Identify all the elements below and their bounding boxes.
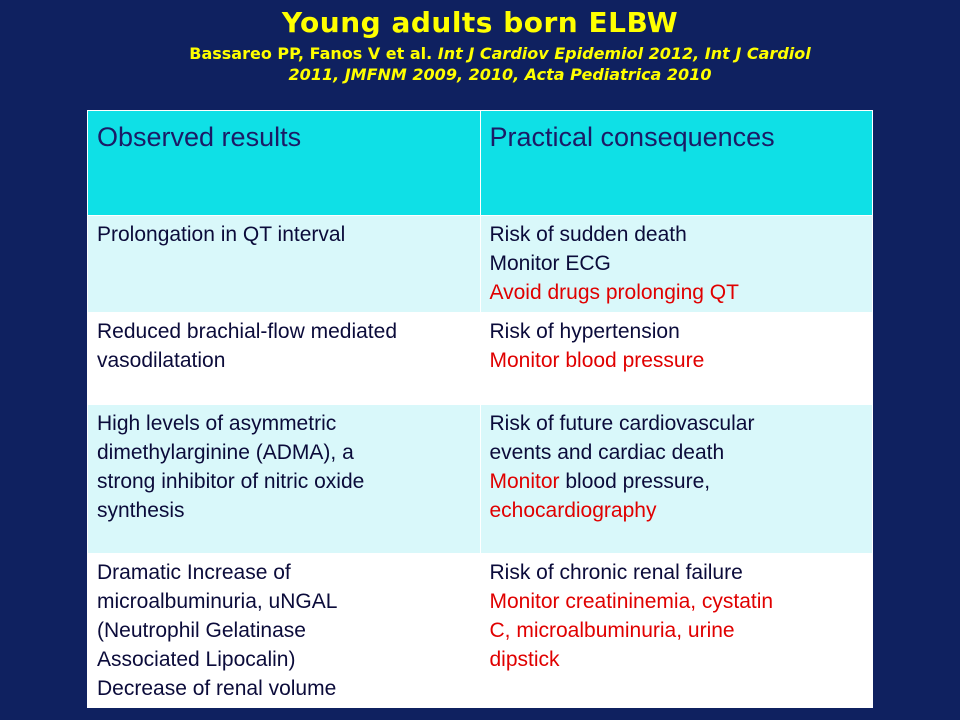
observed-result-line: (Neutrophil Gelatinase	[97, 619, 306, 642]
consequence-line	[490, 616, 865, 645]
consequence-line	[490, 317, 865, 346]
consequence-text: C, microalbuminuria, urine	[489, 619, 735, 642]
consequence-line	[490, 346, 865, 375]
citation-journals-2: 2011, JMFNM 2009, 2010, Acta Pediatrica 2010	[288, 65, 712, 84]
consequence-line	[490, 220, 865, 249]
observed-result-cell	[88, 405, 481, 554]
consequence-cell	[480, 554, 873, 708]
table-row	[88, 216, 873, 313]
consequence-text: Avoid drugs prolonging QT	[489, 281, 739, 304]
observed-result-line: microalbuminuria, uNGAL	[97, 590, 338, 613]
consequence-text: dipstick	[489, 648, 560, 671]
observed-result-line: Dramatic Increase of	[97, 561, 291, 584]
consequence-line	[490, 587, 865, 616]
table-row	[88, 405, 873, 554]
consequence-line	[490, 438, 865, 467]
consequence-cell	[480, 405, 873, 554]
consequence-text: events and cardiac death	[489, 441, 725, 464]
observed-result-line: Associated Lipocalin)	[97, 648, 296, 671]
consequence-line	[490, 558, 865, 587]
table-row	[88, 554, 873, 708]
consequence-text: Monitor ECG	[489, 252, 611, 275]
observed-result-line: High levels of asymmetric	[97, 412, 337, 435]
consequence-text: Risk of future cardiovascular	[489, 412, 755, 435]
observed-result-cell	[88, 313, 481, 405]
consequence-line	[490, 496, 865, 525]
citation-authors: Bassareo PP, Fanos V et al.	[189, 44, 433, 63]
consequence-line	[490, 409, 865, 438]
observed-result-line: strong inhibitor of nitric oxide	[97, 470, 365, 493]
consequence-text: Risk of chronic renal failure	[489, 561, 743, 584]
observed-result-line: Prolongation in QT interval	[97, 223, 346, 246]
observed-result-line: vasodilatation	[97, 349, 226, 372]
consequence-text: Risk of sudden death	[489, 223, 687, 246]
slide-title: Young adults born ELBW	[281, 6, 679, 39]
consequence-line	[490, 467, 865, 496]
consequence-text: echocardiography	[489, 499, 657, 522]
consequence-text: Monitor blood pressure	[489, 349, 705, 372]
citation-journals-1: Int J Cardiov Epidemiol 2012, Int J Cardiol	[437, 44, 811, 63]
header-practical-consequences: Practical consequences	[480, 111, 873, 216]
observed-result-line: Decrease of renal volume	[97, 677, 337, 700]
consequence-text: Monitor creatininemia, cystatin	[489, 590, 774, 613]
consequence-text: Monitor	[489, 470, 560, 493]
observed-result-line: dimethylarginine (ADMA), a	[97, 441, 354, 464]
consequence-text: Risk of hypertension	[489, 320, 680, 343]
consequence-line	[490, 249, 865, 278]
header-observed-results: Observed results	[88, 111, 481, 216]
observed-result-cell	[88, 554, 481, 708]
results-table	[87, 110, 873, 708]
consequence-line	[490, 645, 865, 674]
citation	[120, 43, 880, 85]
observed-result-line: Reduced brachial-flow mediated	[97, 320, 397, 343]
observed-result-cell	[88, 216, 481, 313]
table-header-row	[88, 111, 873, 216]
consequence-line	[490, 278, 865, 307]
consequence-text-rest: blood pressure,	[559, 470, 711, 493]
observed-result-line: synthesis	[97, 499, 185, 522]
consequence-cell	[480, 313, 873, 405]
consequence-cell	[480, 216, 873, 313]
table-row	[88, 313, 873, 405]
